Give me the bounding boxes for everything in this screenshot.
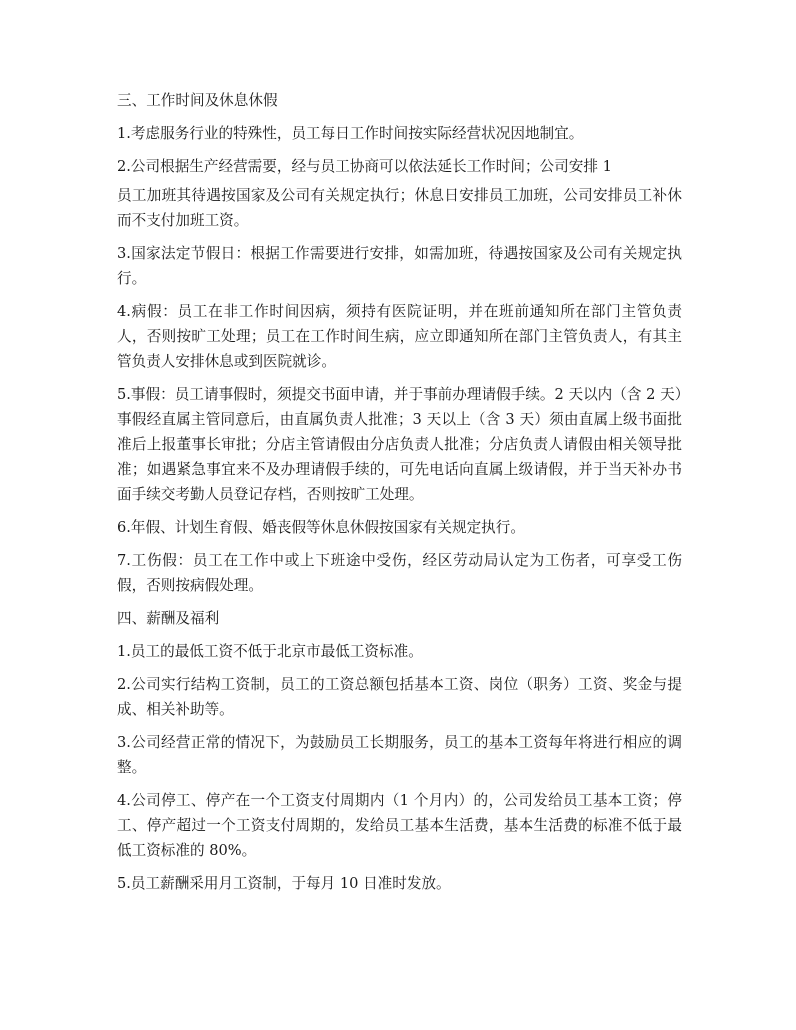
paragraph-item: 3.公司经营正常的情况下，为鼓励员工长期服务，员工的基本工资每年将进行相应的调整。 <box>117 734 682 776</box>
paragraph-item: 员工加班其待遇按国家及公司有关规定执行；休息日安排员工加班，公司安排员工补休而不支付加班工资。 <box>117 187 682 229</box>
section-heading-work-hours: 三、工作时间及休息休假 <box>117 92 278 109</box>
paragraph-item: 6.年假、计划生育假、婚丧假等休息休假按国家有关规定执行。 <box>117 519 525 536</box>
section-heading-salary: 四、薪酬及福利 <box>117 610 220 627</box>
paragraph-item: 2.公司根据生产经营需要，经与员工协商可以依法延长工作时间；公司安排 1 <box>117 158 612 175</box>
paragraph-item: 3.国家法定节假日：根据工作需要进行安排，如需加班，待遇按国家及公司有关规定执行。 <box>117 245 682 287</box>
document-page <box>117 88 682 904</box>
paragraph-item: 4.公司停工、停产在一个工资支付周期内（1 个月内）的，公司发给员工基本工资；停工、停产超过一个工资支付周期的，发给员工基本生活费，基本生活费的标准不低于最低工资标准的 80%。 <box>117 792 682 859</box>
paragraph-item: 1.考虑服务行业的特殊性，员工每日工作时间按实际经营状况因地制宜。 <box>117 125 584 142</box>
paragraph-item: 4.病假：员工在非工作时间因病，须持有医院证明，并在班前通知所在部门主管负责人，否则按旷工处理；员工在工作时间生病，应立即通知所在部门主管负责人，有其主管负责人安排休息或到医院就诊。 <box>117 303 682 370</box>
paragraph-item: 5.员工薪酬采用月工资制，于每月 10 日准时发放。 <box>117 875 451 892</box>
paragraph-item: 5.事假：员工请事假时，须提交书面申请，并于事前办理请假手续。2 天以内（含 2 天）事假经直属主管同意后，由直属负责人批准；3 天以上（含 3 天）须由直属上级书面批准后上报董事长审批；分店主管请假由分店负责人批准；分店负责人请假由相关领导批准；如遇紧急事宜来不及办理请假手续的，可先电话向直属上级请假，并于当天补办书面手续交考勤人员登记存档，否则按旷工处理。 <box>117 386 682 503</box>
paragraph-item: 7.工伤假：员工在工作中或上下班途中受伤，经区劳动局认定为工伤者，可享受工伤假，否则按病假处理。 <box>117 552 682 594</box>
paragraph-item: 2.公司实行结构工资制，员工的工资总额包括基本工资、岗位（职务）工资、奖金与提成、相关补助等。 <box>117 676 682 718</box>
paragraph-item: 1.员工的最低工资不低于北京市最低工资标准。 <box>117 643 423 660</box>
